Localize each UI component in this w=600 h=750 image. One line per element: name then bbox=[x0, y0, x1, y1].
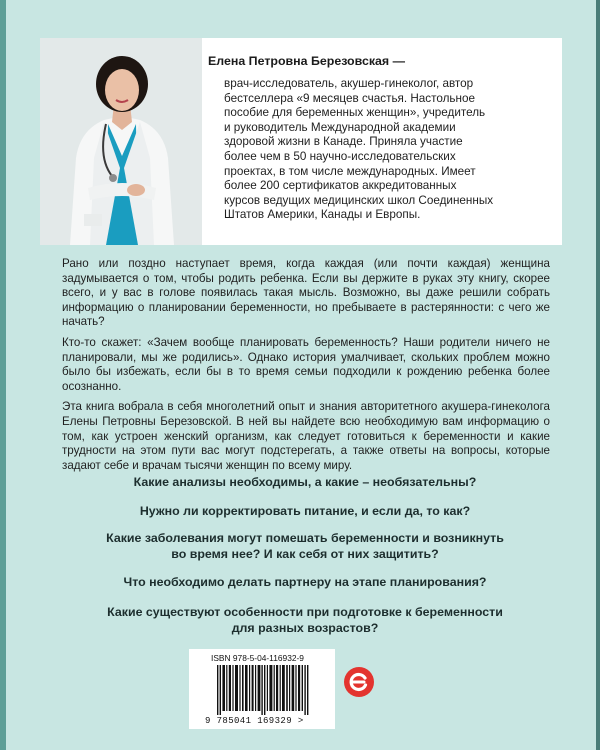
author-bio-line: курсов ведущих медицинских школ Соединенных bbox=[224, 193, 494, 207]
author-bio-line: более 200 сертификатов аккредитованных bbox=[224, 179, 457, 193]
author-card bbox=[40, 38, 562, 245]
barcode-number: 9 785041 169329 > bbox=[205, 716, 304, 726]
author-bio-line: бестселлера «9 месяцев счастья. Настольное bbox=[224, 91, 475, 105]
barcode-icon bbox=[217, 665, 309, 715]
question-nutrition: Нужно ли корректировать питание, и если да, то как? bbox=[139, 503, 471, 518]
question-ages-line-2: для разных возрастов? bbox=[231, 620, 379, 635]
author-bio-line: проектах, в том числе международных. Имеет bbox=[224, 164, 476, 178]
question-ages-line-1: Какие существуют особенности при подготовке к беременности bbox=[107, 604, 503, 619]
question-diseases-line-1: Какие заболевания могут помешать беременности и возникнуть bbox=[106, 531, 504, 546]
author-bio bbox=[224, 77, 556, 223]
author-bio-line: пособие для беременных женщин», учредитель bbox=[224, 106, 486, 120]
intro-text bbox=[62, 257, 550, 479]
author-photo bbox=[40, 38, 202, 245]
author-name: Елена Петровна Березовская — bbox=[208, 54, 405, 68]
question-tests: Какие анализы необходимы, а какие – необязательны? bbox=[133, 475, 477, 489]
barcode-panel bbox=[189, 649, 335, 729]
publisher-logo-icon bbox=[343, 666, 375, 698]
intro-paragraph: Эта книга вобрала в себя многолетний опыт и знания авторитетного акушера-гинеколога Елены Петровны Березовской. В ней вы найдете всю необходимую вам информацию о том, как устроен женский организм, как следует готовиться к беременности и какие трудности на этом пути вас могут подстерегать, а также ответы на вопросы, которые задают себе и врачам тысячи женщин по всему миру. bbox=[62, 400, 550, 472]
author-bio-line: Штатов Америки, Канады и Европы. bbox=[224, 208, 421, 222]
question-diseases-line-2: во время нее? И как себя от них защитить? bbox=[171, 546, 439, 561]
intro-paragraph: Кто-то скажет: «Зачем вообще планировать беременность? Наши родители ничего не планировали, мы же родились». Однако история умалчивает, скольких проблем можно было бы избежать, если бы в то время семьи подходили к рождению ребенка более осознанно. bbox=[62, 335, 550, 393]
author-bio-line: врач-исследователь, акушер-гинеколог, автор bbox=[224, 77, 474, 90]
question-diseases bbox=[60, 531, 550, 562]
question-partner: Что необходимо делать партнеру на этапе планирования? bbox=[123, 575, 487, 590]
author-bio-line: более чем в 50 научно-исследовательских bbox=[224, 149, 456, 163]
questions-list bbox=[60, 475, 550, 636]
intro-paragraph: Рано или поздно наступает время, когда каждая (или почти каждая) женщина задумывается о том, чтобы родить ребенка. Если вы держите в руках эту книгу, скорее всего, и у вас в голове появилась такая мысль. Возможно, вы даже решили собрать информацию о планировании беременности, но пребываете в растерянности: с чего же начать? bbox=[62, 257, 550, 329]
isbn-text: ISBN 978-5-04-116932-9 bbox=[211, 653, 304, 663]
author-bio-line: и руководитель Международной академии bbox=[224, 120, 456, 134]
question-ages bbox=[60, 605, 550, 636]
author-bio-line: здоровой жизни в Канаде. Приняла участие bbox=[224, 135, 463, 149]
